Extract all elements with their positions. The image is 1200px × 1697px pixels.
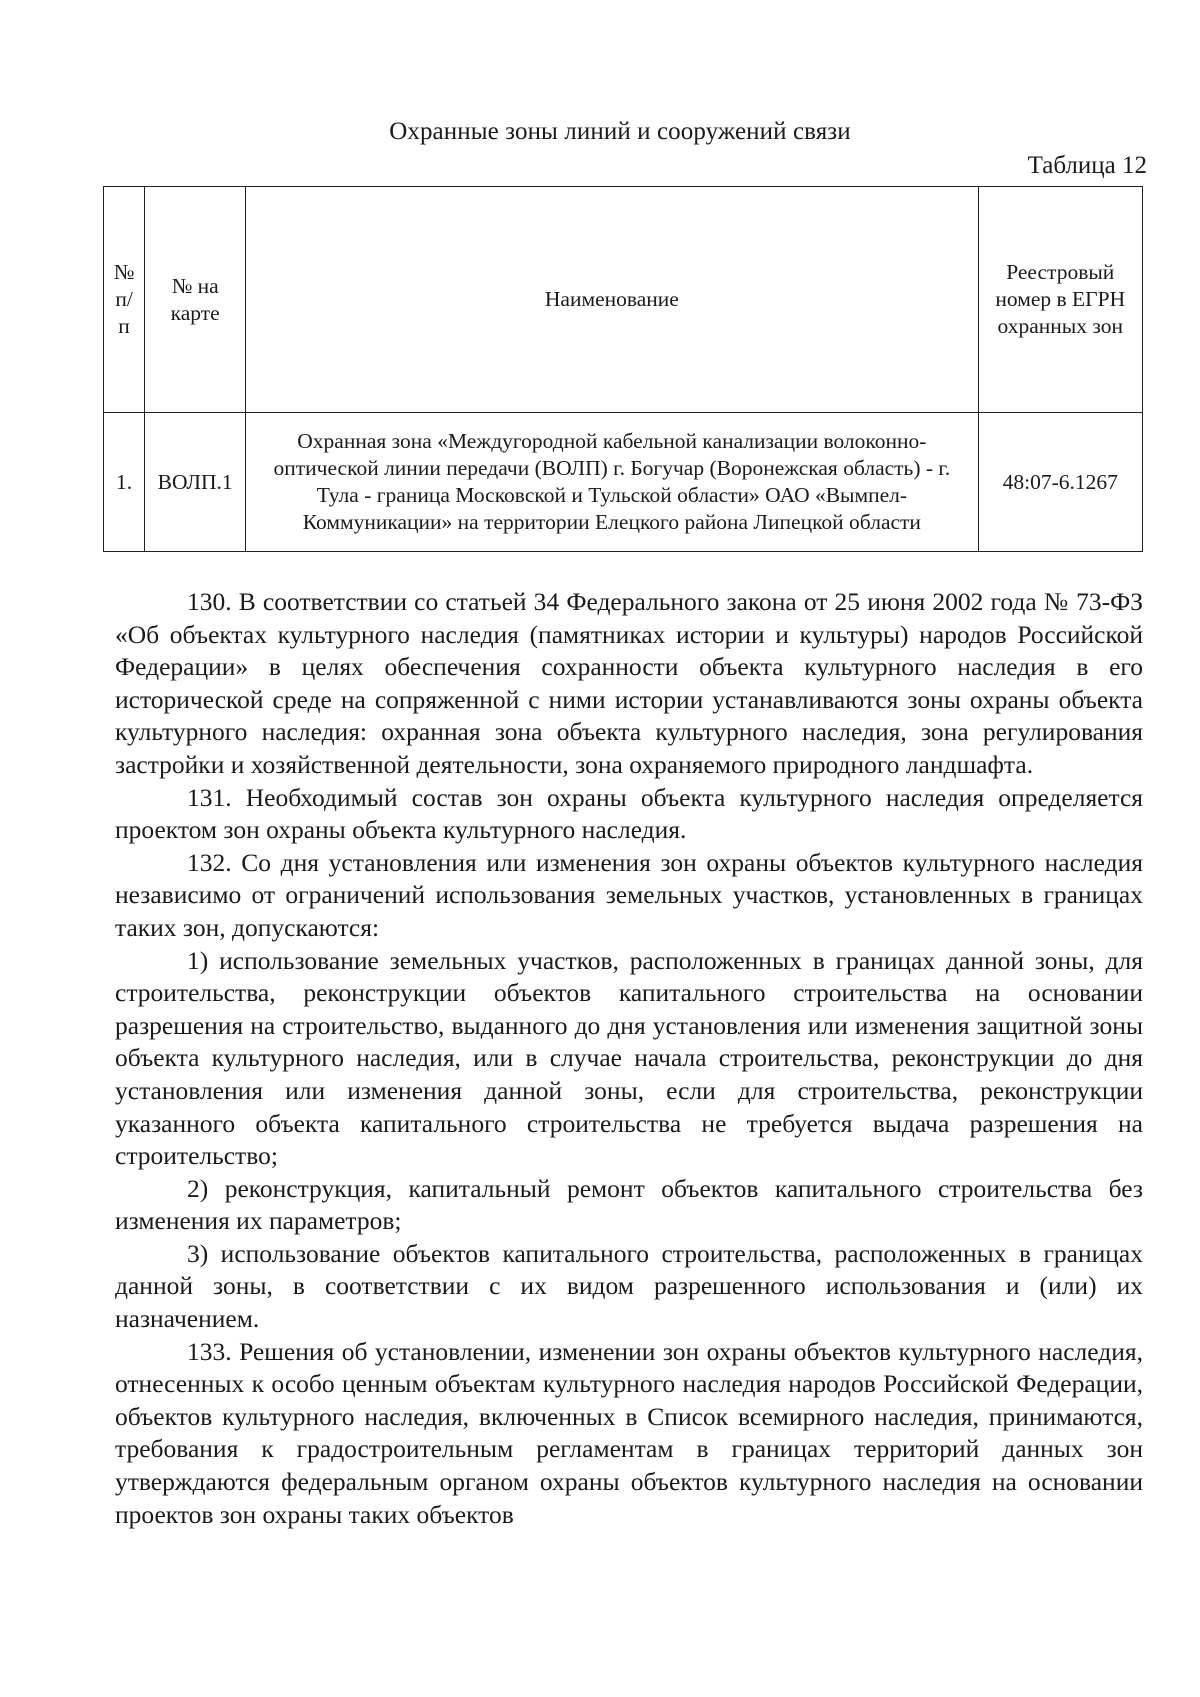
cell-registry-number: 48:07-6.1267 (978, 413, 1142, 552)
table-row (104, 413, 1143, 552)
paragraph-131: 131. Необходимый состав зон охраны объекта культурного наследия определяется проектом зон охраны объекта культурного наследия. (115, 782, 1143, 845)
paragraph-132: 132. Со дня установления или изменения зон охраны объектов культурного наследия независимо от ограничений использования земельных участков, установленных в границах таких зон, допускаются: (115, 847, 1143, 942)
paragraph-130: 130. В соответствии со статьей 34 Федерального закона от 25 июня 2002 года № 73-ФЗ «Об объектах культурного наследия (памятниках истории и культуры) народов Российской Федерации» в целях обеспечения сохранности объекта культурного наследия в его исторической среде на сопряженной с ними истории устанавливаются зоны охраны объекта культурного наследия: охранная зона объекта культурного наследия, зона регулирования застройки и хозяйственной деятельности, зона охраняемого природного ландшафта. (115, 587, 1143, 779)
cell-name: Охранная зона «Междугородной кабельной канализации волоконно-оптической линии передачи (ВОЛП) г. Богучар (Воронежская область) - г. Тула - граница Московской и Тульской области» ОАО «Вымпел-Коммуникации» на территории Елецкого района Липецкой области (246, 413, 978, 552)
body-text (115, 586, 1143, 1531)
table-header-row (104, 187, 1143, 413)
paragraph-132-item-3: 3) использование объектов капитального строительства, расположенных в границах данной зоны, в соответствии с их видом разрешенного использования и (или) их назначением. (115, 1238, 1143, 1334)
cell-number: 1. (104, 413, 145, 552)
protection-zones-table (103, 186, 1143, 552)
paragraph-133: 133. Решения об установлении, изменении зон охраны объектов культурного наследия, отнесенных к особо ценным объектам культурного наследия народов Российской Федерации, объектов культурного наследия, включенных в Список всемирного наследия, принимаются, требования к градостроительным регламентам в границах территорий данных зон утверждаются федеральным органом охраны объектов культурного наследия на основании проектов зон охраны таких объектов (115, 1336, 1143, 1529)
cell-map-number: ВОЛП.1 (145, 413, 246, 552)
table-title: Охранные зоны линий и сооружений связи (389, 118, 851, 145)
table-number: Таблица 12 (1027, 152, 1147, 179)
paragraph-132-item-1: 1) использование земельных участков, расположенных в границах данной зоны, для строительства, реконструкции объектов капитального строительства на основании разрешения на строительство, выданного до дня установления или изменения защитной зоны объекта культурного наследия, или в случае начала строительства, реконструкции до дня установления или изменения данной зоны, если для строительства, реконструкции указанного объекта капитального строительства не требуется выдача разрешения на строительство; (115, 945, 1143, 1171)
header-number: № п/п (104, 187, 145, 413)
header-map-number: № на карте (145, 187, 246, 413)
header-name: Наименование (246, 187, 978, 413)
header-registry-number: Реестровый номер в ЕГРН охранных зон (978, 187, 1142, 413)
paragraph-132-item-2: 2) реконструкция, капитальный ремонт объектов капитального строительства без изменения их параметров; (115, 1173, 1143, 1236)
